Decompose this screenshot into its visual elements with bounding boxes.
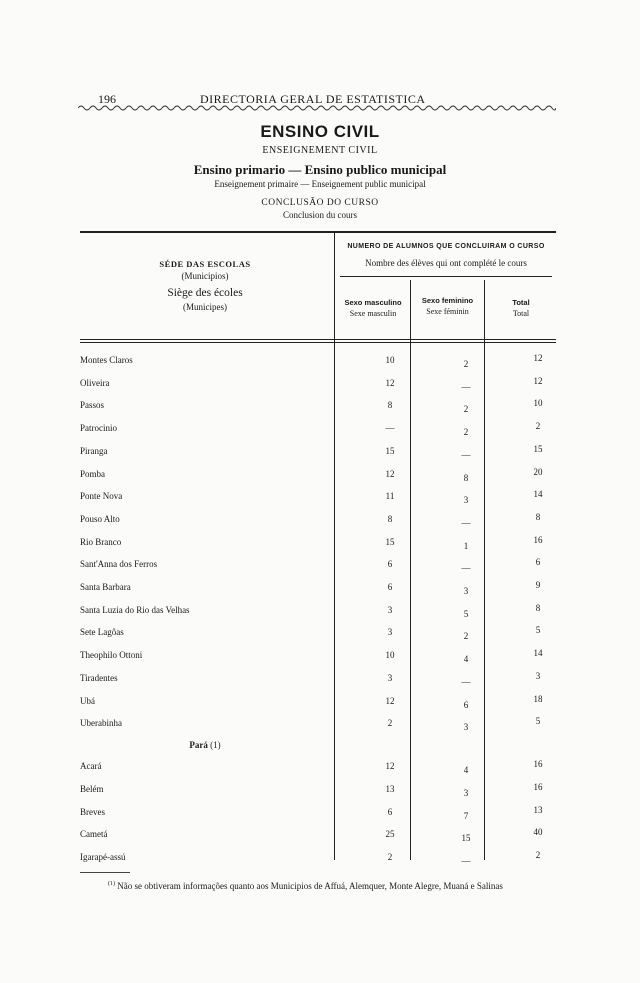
table-row [0, 693, 640, 718]
row-name: Theophilo Ottoni [80, 650, 143, 661]
table-row [0, 375, 640, 400]
cell-fem: 15 [461, 833, 471, 844]
table-row [0, 829, 640, 851]
section-label-text: Pará [189, 740, 208, 750]
main-title: ENSINO CIVIL [260, 122, 380, 141]
cell-masc: 10 [385, 355, 395, 365]
cell-total: 5 [535, 625, 541, 636]
row-name: Passos [80, 400, 105, 411]
cell-fem: 6 [463, 699, 469, 710]
table-row [0, 627, 640, 649]
header-masc-fr: Sexe masculin [349, 309, 397, 318]
section-label-note: (1) [210, 740, 221, 750]
header-numero-pt: NUMERO DE ALUMNOS QUE CONCLUIRAM O CURSO [347, 243, 545, 250]
cell-fem: 2 [463, 631, 469, 642]
cell-fem: 3 [463, 722, 469, 733]
cell-total: 20 [533, 466, 543, 477]
subject-title: CONCLUSÃO DO CURSO [261, 198, 379, 208]
cell-masc: 13 [385, 783, 395, 794]
table-row [0, 534, 640, 559]
cell-total: 16 [533, 781, 543, 792]
cell-masc: — [385, 423, 395, 434]
cell-fem: 7 [463, 810, 469, 821]
cell-fem: — [461, 856, 471, 867]
row-name: Ponte Nova [80, 491, 123, 502]
cell-fem: 4 [463, 654, 469, 665]
section-label [80, 740, 330, 750]
cell-fem: 2 [463, 404, 469, 415]
cell-masc: 12 [385, 695, 395, 706]
cell-total: 9 [535, 580, 541, 590]
table-row [0, 852, 640, 874]
table-row [0, 466, 640, 491]
footnote-rule [80, 872, 130, 873]
cell-total: 12 [533, 375, 543, 386]
footnote-text: Não se obtiveram informações quanto aos Municipios de Affuá, Alemquer, Monte Alegre, Muaná e Salinas [117, 881, 503, 891]
cell-fem: 8 [463, 472, 469, 483]
cell-total: 13 [533, 804, 543, 815]
cell-total: 2 [535, 850, 541, 861]
cell-masc: 3 [387, 672, 393, 683]
header-total-pt: Total [512, 298, 530, 307]
header-fem-fr: Sexe féminin [426, 307, 469, 316]
table-row [0, 582, 640, 604]
span-rule [340, 276, 552, 277]
cell-masc: 3 [387, 604, 393, 615]
row-name: Acará [80, 761, 102, 771]
row-name: Belém [80, 783, 104, 794]
row-name: Tiradentes [80, 672, 118, 683]
header-masc-pt: Sexo masculino [344, 298, 402, 307]
cell-total: 14 [533, 648, 543, 659]
cell-masc: 12 [385, 761, 395, 771]
row-name: Pomba [80, 468, 106, 479]
cell-total: 10 [533, 398, 543, 409]
table-row [0, 400, 640, 422]
header-sede-fr: Siège des écoles [167, 287, 243, 299]
header-sede-fr-sub: (Municipes) [183, 302, 227, 312]
cell-fem: 4 [463, 765, 469, 775]
row-name: Patrocinio [80, 423, 117, 434]
row-name: Uberabinha [80, 718, 122, 729]
cell-total: 2 [535, 421, 541, 432]
main-title-fr: ENSEIGNEMENT CIVIL [262, 145, 378, 156]
cell-total: 16 [533, 759, 543, 769]
cell-masc: 3 [387, 627, 393, 638]
header-fem [411, 296, 484, 316]
cell-fem: 3 [463, 586, 469, 596]
cell-masc: 6 [387, 582, 393, 592]
cell-masc: 6 [387, 559, 393, 570]
header-sede-pt-sub: (Municipios) [181, 271, 229, 281]
table-row [0, 804, 640, 829]
cell-total: 8 [535, 602, 541, 613]
cell-total: 40 [533, 827, 543, 838]
row-name: Montes Claros [80, 355, 133, 365]
cell-total: 14 [533, 489, 543, 500]
table-row [0, 491, 640, 513]
cell-fem: 2 [463, 427, 469, 438]
row-name: Oliveira [80, 377, 110, 388]
footnote [108, 881, 503, 891]
header-masc [336, 298, 410, 318]
cell-masc: 25 [385, 829, 395, 840]
row-name: Pouso Alto [80, 513, 120, 524]
table-row [0, 511, 640, 536]
cell-fem: — [461, 381, 471, 392]
cell-masc: 15 [385, 536, 395, 547]
cell-total: 12 [533, 353, 543, 363]
row-name: Sant'Anna dos Ferros [80, 559, 158, 570]
section-title: Ensino primario — Ensino publico municipal [193, 162, 447, 177]
table-row [0, 718, 640, 740]
cell-total: 15 [533, 443, 543, 454]
table-row [0, 761, 640, 783]
table-row [0, 781, 640, 806]
row-name: Ubá [80, 695, 95, 706]
row-name: Santa Luzia do Rio das Velhas [80, 604, 190, 615]
row-name: Santa Barbara [80, 582, 131, 592]
page-number: 196 [98, 92, 116, 106]
table-row [0, 423, 640, 445]
cell-total: 6 [535, 557, 541, 568]
header-numero-fr: Nombre des élèves qui ont complété le cours [365, 258, 527, 268]
cell-total: 16 [533, 534, 543, 545]
header-total-fr: Total [512, 309, 530, 318]
table-row [0, 443, 640, 468]
cell-fem: 3 [463, 495, 469, 506]
row-name: Rio Branco [80, 536, 122, 547]
cell-masc: 6 [387, 806, 393, 817]
row-name: Piranga [80, 445, 108, 456]
table-row [0, 602, 640, 627]
table-row [0, 355, 640, 377]
table-top-rule [80, 231, 556, 233]
cell-masc: 11 [385, 491, 395, 502]
cell-fem: — [461, 563, 471, 574]
cell-fem: — [461, 676, 471, 687]
cell-fem: 1 [463, 540, 469, 551]
section-title-fr: Enseignement primaire — Enseignement public municipal [214, 179, 426, 189]
cell-masc: 12 [385, 377, 395, 388]
cell-fem: 3 [463, 787, 469, 798]
cell-total: 5 [535, 716, 541, 727]
table-row [0, 559, 640, 581]
subject-title-fr: Conclusion du cours [283, 210, 357, 220]
cell-masc: 10 [385, 650, 395, 661]
cell-masc: 8 [387, 400, 393, 411]
row-name: Cametá [80, 829, 108, 840]
table-row [0, 650, 640, 672]
cell-total: 8 [535, 511, 541, 522]
cell-fem: — [461, 449, 471, 460]
cell-fem: — [461, 517, 471, 528]
cell-masc: 2 [387, 852, 393, 863]
cell-masc: 12 [385, 468, 395, 479]
cell-total: 18 [533, 693, 543, 704]
wavy-rule [78, 104, 556, 112]
header-sede-pt: SÉDE DAS ESCOLAS [159, 259, 251, 269]
cell-masc: 8 [387, 513, 393, 524]
table-row [0, 670, 640, 695]
cell-total: 3 [535, 670, 541, 681]
row-name: Breves [80, 806, 105, 817]
header-fem-pt: Sexo feminino [421, 296, 474, 305]
cell-fem: 5 [463, 608, 469, 619]
cell-masc: 15 [385, 445, 395, 456]
cell-masc: 2 [387, 718, 393, 729]
row-name: Sete Lagôas [80, 627, 124, 638]
cell-fem: 2 [463, 359, 469, 369]
footnote-marker: (1) [108, 881, 115, 887]
running-title: DIRECTORIA GERAL DE ESTATISTICA [200, 92, 426, 106]
header-total [486, 298, 556, 318]
row-name: Igarapé-assú [80, 852, 126, 863]
